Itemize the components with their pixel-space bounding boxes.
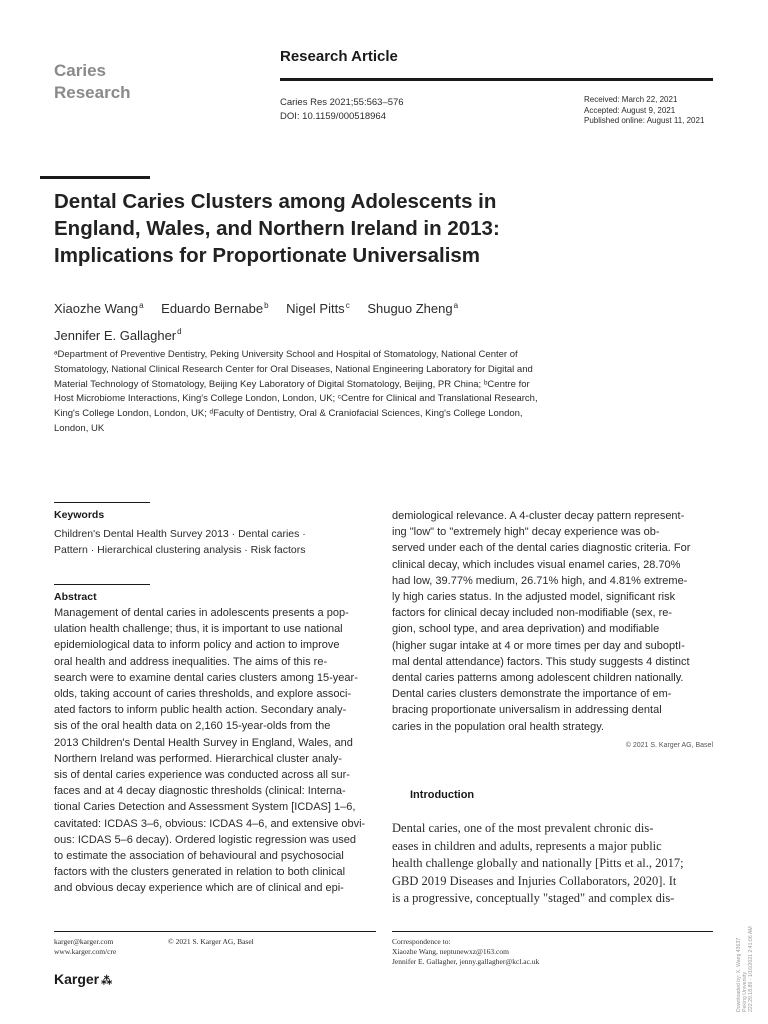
publisher-logo: Karger ⁂: [54, 971, 113, 987]
author-list: [54, 294, 574, 347]
correspondence-label: Correspondence to:: [392, 937, 451, 946]
title-line: Implications for Proportionate Universalism: [54, 244, 481, 267]
introduction-heading: Introduction: [410, 789, 475, 801]
journal-logo: [54, 60, 131, 104]
author-name[interactable]: Eduardo Bernabe$^b$: [161, 301, 269, 317]
keywords-heading: Keywords: [54, 509, 105, 521]
journal-logo-line1: Caries: [54, 61, 106, 80]
author-name[interactable]: Nigel Pitts$^c$: [286, 301, 350, 317]
correspondence: [392, 937, 539, 967]
publisher-url[interactable]: www.karger.com/cre: [54, 947, 117, 956]
header-rule: [280, 78, 713, 81]
correspondence-contact[interactable]: Xiaozhe Wang, neptunewxz@163.com: [392, 947, 509, 956]
affiliations: ᵃDepartment of Preventive Dentistry, Peking University School and Hospital of Stomatology, National Center of Stomatology, National Clinical Research Center for Oral Diseases, National Engineering Laboratory for Digital and Material Technology of Stomatology, Beijing Key Laboratory of Digital Stomatology, Beijing, PR China; ᵇCentre for Host Microbiome Interactions, King's College London, London, UK; ᶜCentre for Clinical and Translational Research, King's College London, London, UK; ᵈFaculty of Dentistry, Oral & Craniofacial Sciences, King's College London, London, UK: [54, 349, 538, 434]
publication-dates: [584, 95, 704, 127]
abstract-heading: Abstract: [54, 591, 97, 603]
keywords-list: Children's Dental Health Survey 2013 · Dental caries · Pattern · Hierarchical clustering analysis · Risk factors: [54, 528, 306, 556]
download-stamp: Downloaded by: X. Wang 43637 Peking University 222.29.18.89 - 1/16/2021 2:41:06 AM: [736, 926, 755, 1012]
title-line: England, Wales, and Northern Ireland in 2013:: [54, 217, 500, 240]
journal-logo-line2: Research: [54, 83, 131, 102]
citation: Caries Res 2021;55:563–576: [280, 97, 404, 108]
correspondence-contact[interactable]: Jennifer E. Gallagher, jenny.gallagher@kcl.ac.uk: [392, 957, 540, 966]
abstract-continuation: demiological relevance. A 4-cluster decay pattern represent- ing "low" to "extremely high" decay experience was ob- served under each of the dental caries diagnostic criteria. For clinical decay, which includes visual enamel caries, 28.70% had low, 39.77% medium, 26.71% high, and 4.81% extreme- ly high caries status. In the adjusted model, significant risk factors for clinical decay included non-modifiable (sex, re- gion, school type, and area deprivation) and modifiable (higher sugar intake at 4 or more times per day and suboptI- mal dental attendance) factors. This study suggests 4 distinct dental caries patterns among adolescent children nationally. Dental caries clusters demonstrate the importance of em- bracing proportionate universalism in addressing dental caries in the population oral health strategy.: [392, 510, 691, 733]
keywords-rule: [54, 502, 150, 503]
received-date: Received: March 22, 2021: [584, 95, 678, 104]
title-line: Dental Caries Clusters among Adolescents in: [54, 190, 497, 213]
citation-block: [280, 96, 404, 124]
footer-rule-right: [392, 931, 713, 932]
footer-rule-left: [54, 931, 376, 932]
publisher-contact: [54, 937, 116, 957]
doi-link[interactable]: DOI: 10.1159/000518964: [280, 111, 386, 122]
author-name[interactable]: Jennifer E. Gallagher$^d$: [54, 327, 182, 343]
article-title: [54, 188, 574, 269]
publisher-email[interactable]: karger@karger.com: [54, 937, 114, 946]
abstract-body: Management of dental caries in adolescents presents a pop- ulation health challenge; thus, it is important to use national epidemiological data to inform policy and action to improve oral health and address inequalities. The aims of this re- search were to examine dental caries clusters among 15-year- olds, taking account of caries thresholds, and explore associ- ated factors to inform public health action. Secondary analy- sis of the oral health data on 2,160 15-year-olds from the 2013 Children's Dental Health Survey in England, Wales, and Northern Ireland was performed. Hierarchical cluster analy- sis of dental caries experience was conducted across all sur- faces and at 4 decay diagnostic thresholds (clinical: Interna- tional Caries Detection and Assessment System [ICDAS] 1–6, cavitated: ICDAS 3–6, obvious: ICDAS 4–6, and extensive obvi- ous: ICDAS 5–6 decay). Ordered logistic regression was used to estimate the association of behavioural and psychosocial factors with the clusters generated in relation to both clinical and obvious decay experience which are of clinical and epi-: [54, 607, 366, 895]
author-name[interactable]: Xiaozhe Wang$^a$: [54, 301, 144, 317]
published-date: Published online: August 11, 2021: [584, 116, 705, 125]
abstract-copyright: © 2021 S. Karger AG, Basel: [625, 742, 713, 749]
logo-mark-icon: ⁂: [101, 975, 113, 987]
introduction-body: Dental caries, one of the most prevalent chronic dis- eases in children and adults, represents a major public health challenge globally and nationally [Pitts et al., 2017; GBD 2019 Diseases and Injuries Collaborators, 2020]. It is a progressive, conceptually "staged" and complex dis-: [392, 821, 684, 905]
footer-copyright: © 2021 S. Karger AG, Basel: [168, 937, 254, 946]
abstract-rule: [54, 584, 150, 585]
accepted-date: Accepted: August 9, 2021: [584, 105, 676, 115]
title-rule: [40, 176, 150, 179]
article-type: Research Article: [280, 48, 398, 65]
author-name[interactable]: Shuguo Zheng$^a$: [367, 301, 459, 317]
